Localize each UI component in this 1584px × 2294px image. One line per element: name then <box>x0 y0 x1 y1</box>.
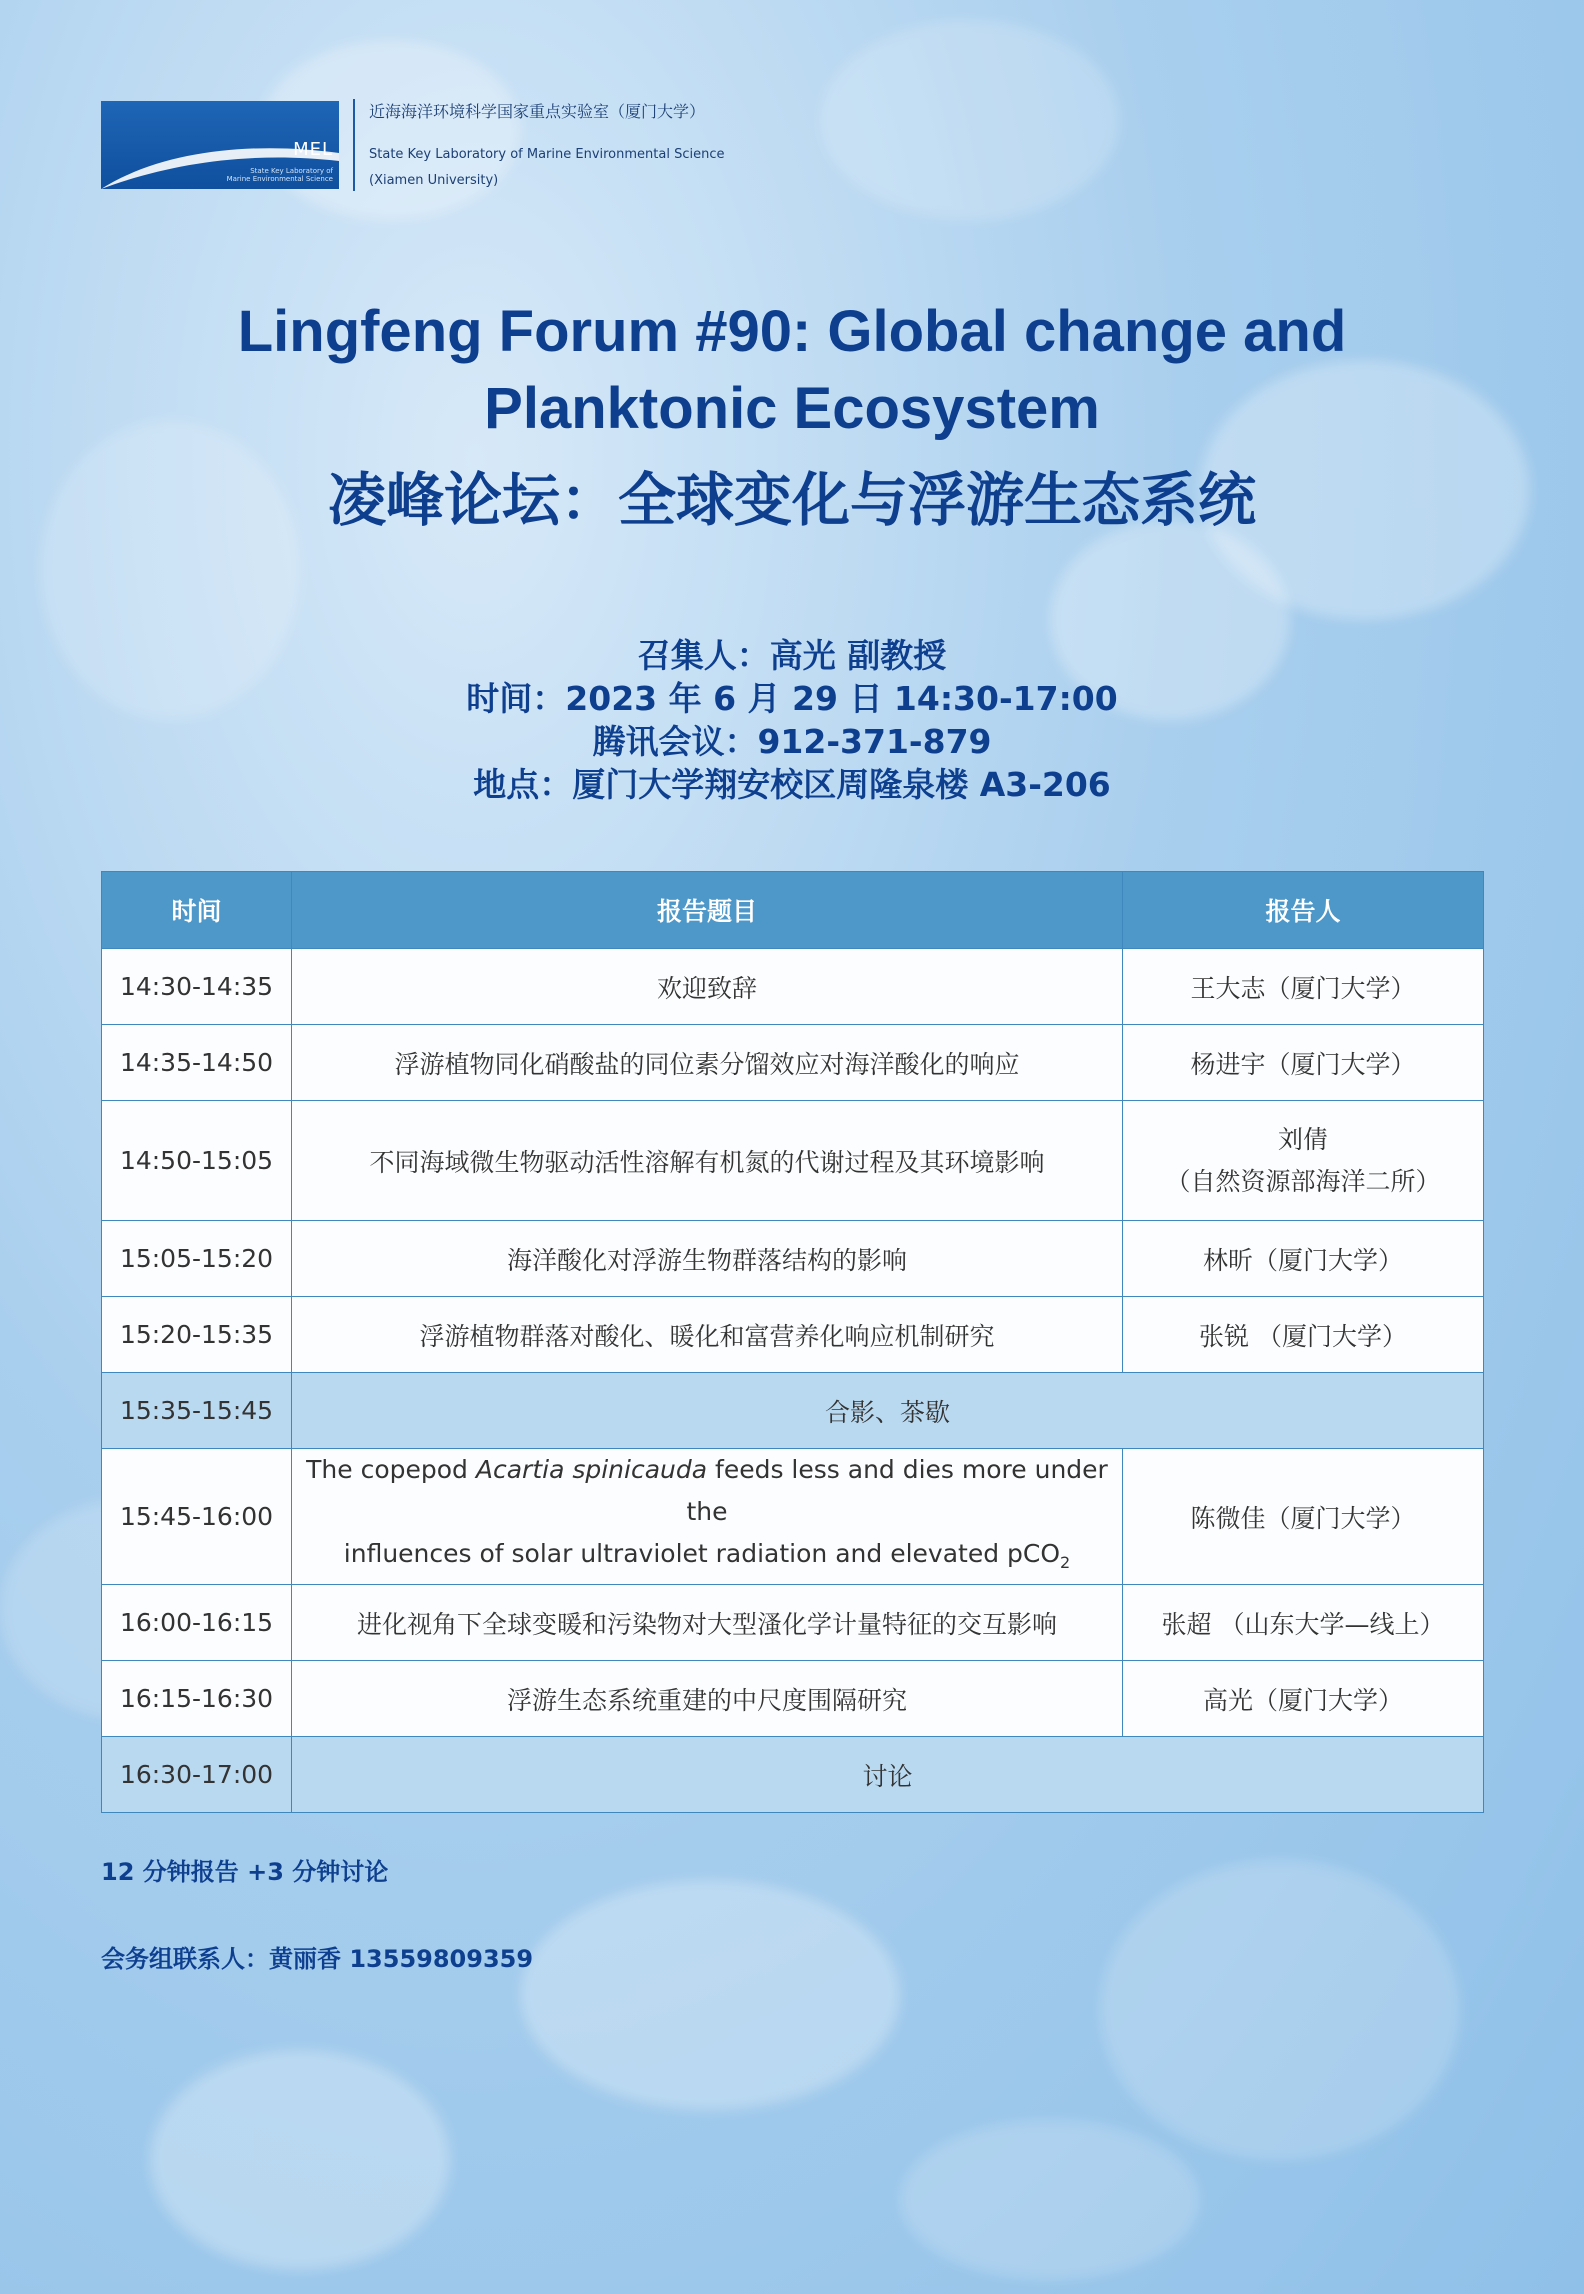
schedule-table <box>101 871 1484 1813</box>
topic-line1: The copepod Acartia spinicauda feeds less and dies more under the <box>306 1455 1108 1526</box>
topic-line2: influences of solar ultraviolet radiation and elevated pCO$_2$ <box>343 1539 1071 1572</box>
header-time: 时间 <box>102 872 292 949</box>
row-topic <box>292 1449 1123 1585</box>
row-topic: 讨论 <box>292 1737 1484 1813</box>
lab-university-en: (Xiamen University) <box>369 173 499 188</box>
logo-mel-text: MEL <box>293 139 333 160</box>
row-speaker: 张锐 （厦门大学） <box>1123 1297 1484 1373</box>
row-topic: 海洋酸化对浮游生物群落结构的影响 <box>292 1221 1123 1297</box>
row-topic: 欢迎致辞 <box>292 949 1123 1025</box>
lab-name-en: State Key Laboratory of Marine Environmental Science <box>369 147 725 162</box>
event-time: 时间：2023 年 6 月 29 日 14:30-17:00 <box>466 679 1118 718</box>
format-note: 12 分钟报告 +3 分钟讨论 <box>101 1858 389 1886</box>
convener: 召集人：高光 副教授 <box>637 636 947 675</box>
table-row-break <box>102 1737 1484 1813</box>
table-row <box>102 1449 1484 1585</box>
row-topic: 进化视角下全球变暖和污染物对大型溞化学计量特征的交互影响 <box>292 1585 1123 1661</box>
row-speaker: 张超 （山东大学—线上） <box>1123 1585 1484 1661</box>
row-speaker: 陈微佳（厦门大学） <box>1123 1449 1484 1585</box>
lab-name-cn: 近海海洋环境科学国家重点实验室（厦门大学） <box>369 102 706 121</box>
row-time: 15:05-15:20 <box>102 1221 292 1297</box>
lab-logo-header <box>101 99 801 194</box>
row-time: 16:15-16:30 <box>102 1661 292 1737</box>
event-location: 地点：厦门大学翔安校区周隆泉楼 A3-206 <box>473 765 1111 804</box>
row-topic: 不同海域微生物驱动活性溶解有机氮的代谢过程及其环境影响 <box>292 1101 1123 1221</box>
table-row <box>102 1585 1484 1661</box>
row-speaker: 高光（厦门大学） <box>1123 1661 1484 1737</box>
speaker-affiliation: （自然资源部海洋二所） <box>1165 1166 1441 1196</box>
row-time: 14:35-14:50 <box>102 1025 292 1101</box>
table-row <box>102 1221 1484 1297</box>
forum-title-line1: Lingfeng Forum #90: Global change and <box>237 299 1347 364</box>
table-row <box>102 1025 1484 1101</box>
header-speaker: 报告人 <box>1123 872 1484 949</box>
row-time: 14:30-14:35 <box>102 949 292 1025</box>
row-time: 16:00-16:15 <box>102 1585 292 1661</box>
forum-title-line2: Planktonic Ecosystem <box>484 376 1100 441</box>
row-speaker <box>1123 1101 1484 1221</box>
table-row-break <box>102 1373 1484 1449</box>
row-topic: 浮游生态系统重建的中尺度围隔研究 <box>292 1661 1123 1737</box>
table-header-row <box>102 872 1484 949</box>
tencent-meeting: 腾讯会议：912-371-879 <box>592 722 992 761</box>
row-time: 14:50-15:05 <box>102 1101 292 1221</box>
row-speaker: 杨进宇（厦门大学） <box>1123 1025 1484 1101</box>
row-topic: 浮游植物同化硝酸盐的同位素分馏效应对海洋酸化的响应 <box>292 1025 1123 1101</box>
contact-note: 会务组联系人：黄丽香 13559809359 <box>101 1945 534 1973</box>
row-speaker: 林昕（厦门大学） <box>1123 1221 1484 1297</box>
speaker-name: 刘倩 <box>1277 1124 1328 1154</box>
table-row <box>102 949 1484 1025</box>
logo-subtext: State Key Laboratory of Marine Environmental Science <box>226 167 333 183</box>
row-time: 15:20-15:35 <box>102 1297 292 1373</box>
row-time: 16:30-17:00 <box>102 1737 292 1813</box>
header-topic: 报告题目 <box>292 872 1123 949</box>
row-topic: 合影、茶歇 <box>292 1373 1484 1449</box>
row-time: 15:45-16:00 <box>102 1449 292 1585</box>
table-row <box>102 1661 1484 1737</box>
forum-title-cn: 凌峰论坛：全球变化与浮游生态系统 <box>327 468 1256 533</box>
row-speaker: 王大志（厦门大学） <box>1123 949 1484 1025</box>
table-row <box>102 1297 1484 1373</box>
row-time: 15:35-15:45 <box>102 1373 292 1449</box>
table-row <box>102 1101 1484 1221</box>
mel-logo <box>101 101 339 189</box>
logo-divider <box>353 99 355 191</box>
row-topic: 浮游植物群落对酸化、暖化和富营养化响应机制研究 <box>292 1297 1123 1373</box>
